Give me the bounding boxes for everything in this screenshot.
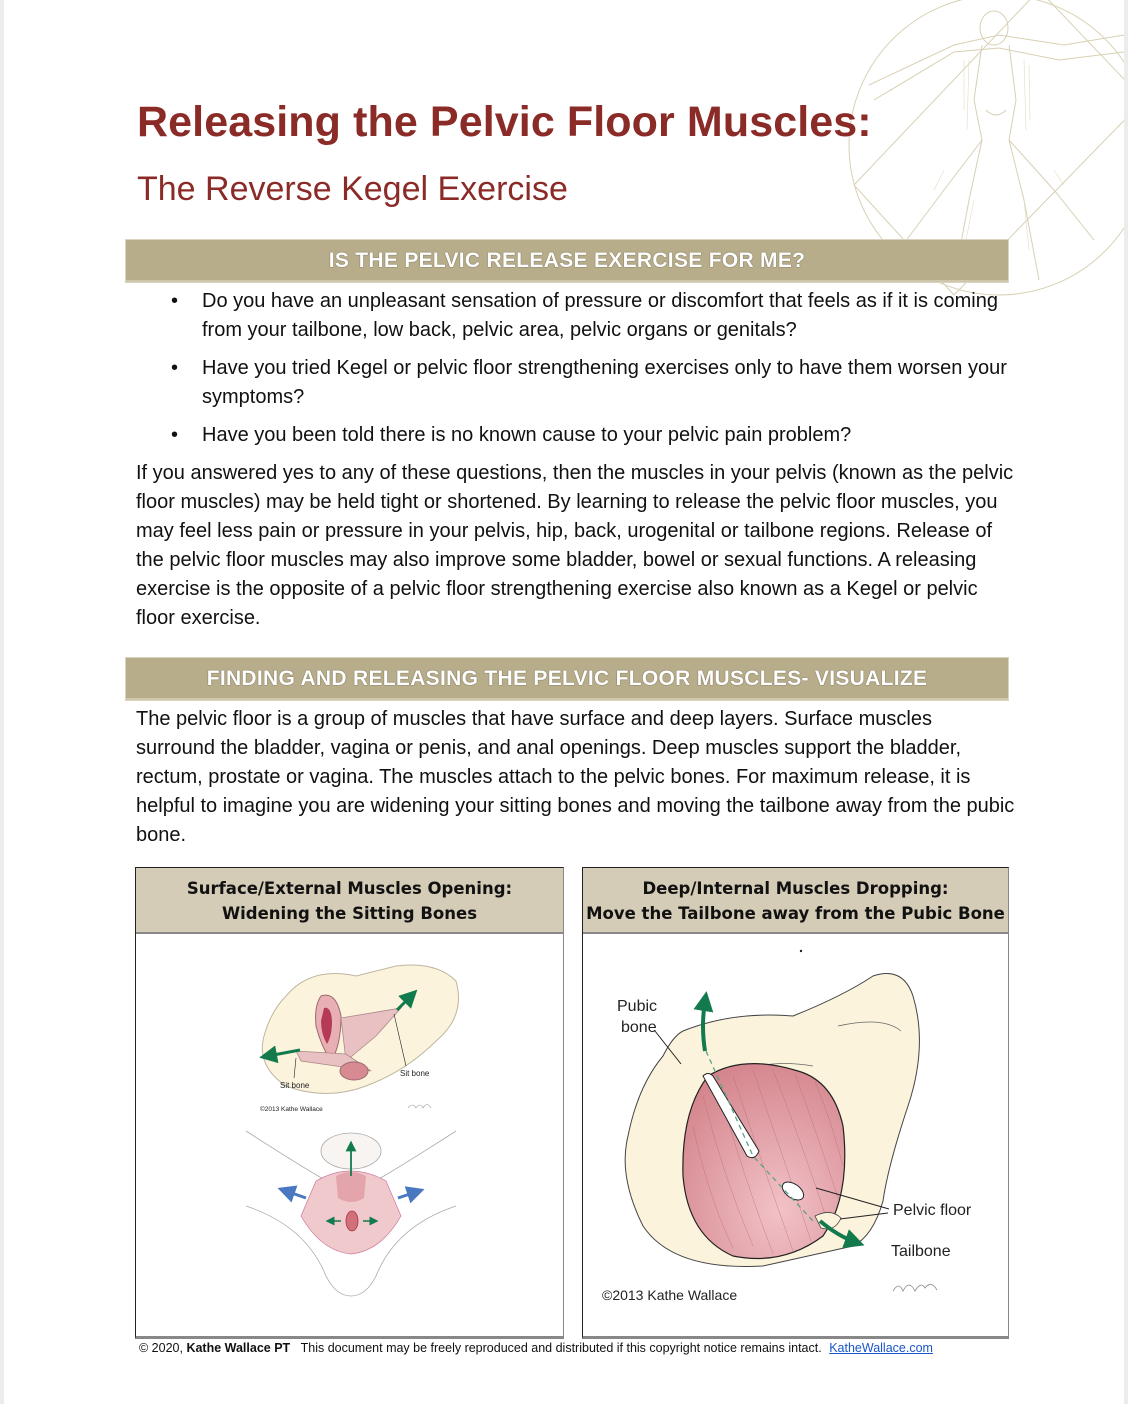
footer-website-link[interactable]: KatheWallace.com xyxy=(829,1341,933,1355)
pelvic-floor-label: Pelvic floor xyxy=(893,1202,972,1219)
panel-heading xyxy=(136,868,563,934)
sit-bone-right-label: Sit bone xyxy=(400,1069,430,1078)
stray-dot xyxy=(800,950,802,952)
footer-notice: This document may be freely reproduced and distributed if this copyright notice remains intact. xyxy=(300,1341,822,1355)
footer-copyright xyxy=(139,1341,933,1355)
panel-heading xyxy=(583,868,1008,934)
document-title: Releasing the Pelvic Floor Muscles: xyxy=(137,98,872,146)
bullet-icon: • xyxy=(171,357,179,379)
surface-muscles-panel xyxy=(135,867,564,1339)
panel-heading-line2: Widening the Sitting Bones xyxy=(221,904,478,923)
panel-heading-line1: Deep/Internal Muscles Dropping: xyxy=(642,879,949,898)
visualize-paragraph: The pelvic floor is a group of muscles that have surface and deep layers. Surface muscles surround the bladder, vagina or penis, and anal openings. Deep muscles support the bladder, rectum, prostate or vagina. The muscles attach to the pelvic bones. For maximum release, it is helpful to imagine you are widening your sitting bones and moving the tailbone away from the pubic bone. xyxy=(136,708,1015,846)
surface-muscles-illustration xyxy=(136,936,563,1334)
left-copyright-label: ©2013 Kathe Wallace xyxy=(260,1106,323,1113)
list-item xyxy=(136,354,1016,412)
deep-muscles-illustration xyxy=(583,936,1008,1334)
right-copyright-label: ©2013 Kathe Wallace xyxy=(602,1287,738,1303)
footer-year: © 2020, xyxy=(139,1341,187,1355)
sit-bone-left-label: Sit bone xyxy=(280,1081,310,1090)
bullet-icon: • xyxy=(171,424,179,446)
section-heading-visualize: FINDING AND RELEASING THE PELVIC FLOOR MUSCLES- VISUALIZE xyxy=(125,657,1009,701)
pelvis-oblique-view xyxy=(260,965,459,1113)
footer-author: Kathe Wallace PT xyxy=(186,1341,291,1355)
pubic-bone-label-line2: bone xyxy=(621,1019,657,1036)
bullet-icon: • xyxy=(171,290,179,312)
pelvis-frontal-view xyxy=(246,1131,456,1296)
document-page xyxy=(4,0,1124,1404)
list-item xyxy=(136,421,1016,450)
section-heading-is-it-for-me: IS THE PELVIC RELEASE EXERCISE FOR ME? xyxy=(125,239,1009,283)
list-item-text: Have you tried Kegel or pelvic floor strengthening exercises only to have them worsen your symptoms? xyxy=(202,357,1007,408)
signature-mark xyxy=(893,1284,937,1291)
tailbone-label: Tailbone xyxy=(891,1243,951,1260)
document-subtitle: The Reverse Kegel Exercise xyxy=(137,170,568,208)
signature-mark xyxy=(408,1105,431,1109)
intro-paragraph: If you answered yes to any of these questions, then the muscles in your pelvis (known as the pelvic floor muscles) may be held tight or shortened. By learning to release the pelvic floor muscles, you may feel less pain or pressure in your pelvis, hip, back, urogenital or tailbone regions. Release of the pelvic floor muscles may also improve some bladder, bowel or sexual functions. A releasing exercise is the opposite of a pelvic floor strengthening exercise also known as a Kegel or pelvic floor exercise. xyxy=(136,462,1014,629)
pubic-bone-label-line1: Pubic xyxy=(617,998,658,1015)
list-item xyxy=(136,287,1016,345)
panel-heading-line1: Surface/External Muscles Opening: xyxy=(186,879,513,898)
symptom-question-list xyxy=(136,287,1016,459)
list-item-text: Have you been told there is no known cause to your pelvic pain problem? xyxy=(202,424,852,446)
panel-heading-line2: Move the Tailbone away from the Pubic Bone xyxy=(586,904,1005,923)
deep-muscles-panel xyxy=(582,867,1009,1339)
list-item-text: Do you have an unpleasant sensation of pressure or discomfort that feels as if it is coming from your tailbone, low back, pelvic area, pelvic organs or genitals? xyxy=(202,290,998,341)
